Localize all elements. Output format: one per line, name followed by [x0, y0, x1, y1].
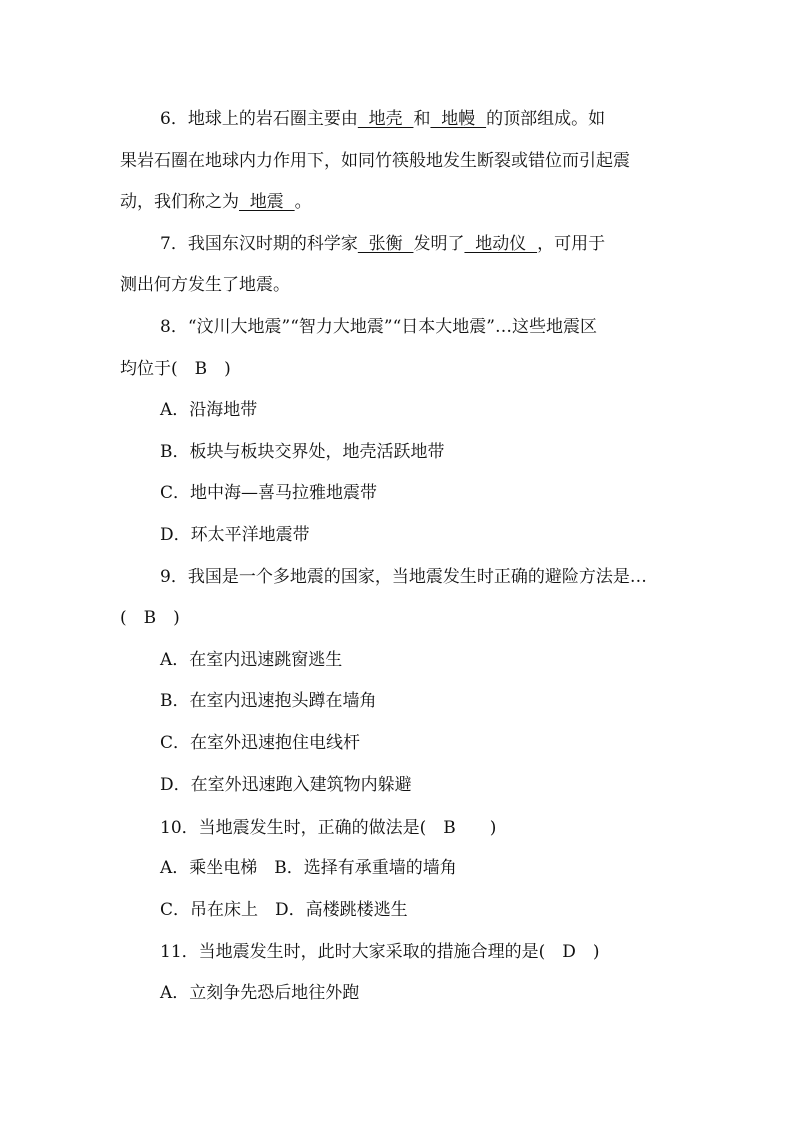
- q6-text: 和: [413, 109, 431, 129]
- q6-text: 6．地球上的岩石圈主要由: [160, 109, 358, 129]
- q9-stem-line-2: ( B ): [120, 608, 180, 628]
- q6-line-2: 果岩石圈在地球内力作用下，如同竹筷般地发生断裂或错位而引起震: [120, 151, 630, 171]
- q6-line-3: [120, 191, 794, 213]
- q10-options-row-2: C．吊在床上 D．高楼跳楼逃生: [160, 900, 408, 920]
- q7-text: ，可用于: [537, 234, 606, 254]
- q8-stem-line-1: 8．“汶川大地震”“智力大地震”“日本大地震”…这些地震区: [160, 317, 597, 337]
- q8-option-d: D．环太平洋地震带: [160, 525, 310, 545]
- q9-option-d: D．在室外迅速跑入建筑物内躲避: [160, 775, 412, 795]
- q6-text: 。: [294, 192, 312, 212]
- q9-stem-line-1: 9．我国是一个多地震的国家，当地震发生时正确的避险方法是…: [160, 567, 647, 587]
- q8-option-c: C．地中海—喜马拉雅地震带: [160, 483, 378, 503]
- q7-line-2: 测出何方发生了地震。: [120, 275, 290, 295]
- q6-blank-1: 地壳: [357, 109, 414, 129]
- q9-option-b: B．在室内迅速抱头蹲在墙角: [160, 691, 377, 711]
- q8-option-a: A．沿海地带: [160, 400, 258, 420]
- q10-options-row-1: A．乘坐电梯 B．选择有承重墙的墙角: [160, 858, 457, 878]
- q7-line-1: [160, 233, 794, 255]
- q6-blank-2: 地幔: [430, 109, 487, 129]
- q10-stem: 10．当地震发生时，正确的做法是( B ): [160, 818, 497, 838]
- q7-text: 7．我国东汉时期的科学家: [160, 234, 358, 254]
- q7-text: 发明了: [413, 234, 465, 254]
- q9-option-a: A．在室内迅速跳窗逃生: [160, 650, 343, 670]
- q8-stem-line-2: 均位于( B ): [120, 359, 231, 379]
- q6-line-1: [160, 108, 794, 130]
- q11-stem: 11．当地震发生时，此时大家采取的措施合理的是( D ): [160, 942, 600, 962]
- q7-blank-1: 张衡: [357, 234, 414, 254]
- q6-text: 动，我们称之为: [120, 192, 239, 212]
- q9-option-c: C．在室外迅速抱住电线杆: [160, 733, 361, 753]
- q8-option-b: B．板块与板块交界处，地壳活跃地带: [160, 442, 445, 462]
- q7-blank-2: 地动仪: [464, 234, 538, 254]
- q6-blank-3: 地震: [239, 192, 295, 212]
- q11-option-a: A．立刻争先恐后地往外跑: [160, 983, 360, 1003]
- q6-text: 的顶部组成。如: [486, 109, 606, 129]
